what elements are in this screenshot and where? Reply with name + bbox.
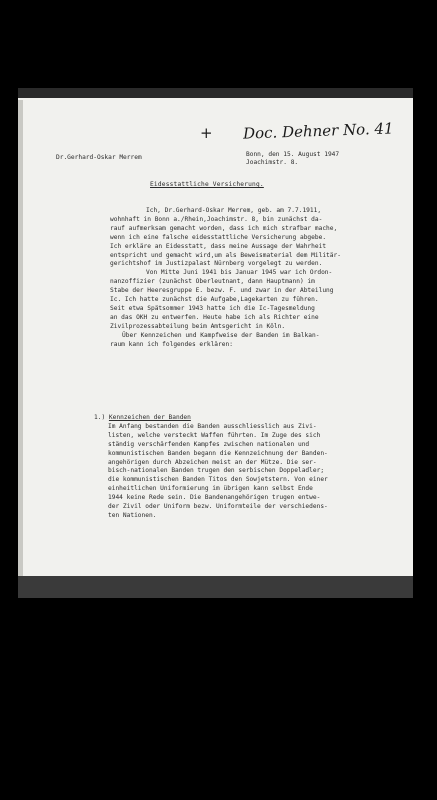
body-line: Zivilprozessabteilung beim Amtsgericht in Köln. <box>110 322 286 330</box>
scan-left-edge <box>18 100 23 576</box>
section-title: Kennzeichen der Banden <box>108 414 191 421</box>
section-line: bisch-nationalen Banden trugen den serbischen Doppeladler; <box>108 467 325 475</box>
handwritten-plus-mark: + <box>200 124 213 142</box>
body-line: Seit etwa Spätsommer 1943 hatte ich die Ic-Tagesmeldung <box>110 304 315 312</box>
section-line: der Zivil oder Uniform bezw. Uniformteile der verschiedens- <box>108 503 328 511</box>
body-line: raum kann ich folgendes erklären: <box>110 340 233 348</box>
body-line: gerichtshof im Justizpalast Nürnberg vorgelegt zu werden. <box>110 260 323 268</box>
declaration-body <box>110 207 410 350</box>
section-number: 1.) <box>94 414 106 421</box>
sender-address: Joachimstr. 8. <box>246 159 299 166</box>
document-title: Eidesstattliche Versicherung. <box>150 181 264 188</box>
section-line: ten Nationen. <box>108 511 157 519</box>
place-and-date: Bonn, den 15. August 1947 <box>246 151 340 158</box>
body-line: Ic. Ich hatte zunächst die Aufgabe,Lagekarten zu führen. <box>110 296 319 304</box>
body-line: Von Mitte Juni 1941 bis Januar 1945 war ich Ordon- <box>146 269 333 277</box>
body-line: an das OKH zu entwerfen. Heute habe ich als Richter eine <box>110 313 319 321</box>
body-line: Ich, Dr.Gerhard-Oskar Merrem, geb. am 7.7.1911, <box>146 207 322 214</box>
section-line: angehörigen durch Abzeichen meist an der Mütze. Die ser- <box>108 458 317 466</box>
body-line: rauf aufmerksam gemacht worden, dass ich mich strafbar mache, <box>110 224 338 232</box>
section-line: Im Anfang bestanden die Banden ausschliesslich aus Zivi- <box>108 422 317 430</box>
section-1 <box>94 414 328 521</box>
body-line: wohnhaft in Bonn a./Rhein,Joachimstr. 8, bin zunächst da- <box>110 215 323 223</box>
body-line: entspricht und gemacht wird,um als Beweismaterial dem Militär- <box>110 251 341 259</box>
section-line: die kommunistischen Banden Titos den Sowjetstern. Von einer <box>108 476 328 484</box>
section-line: ständig verschärfenden Kampfes zwischen nationalen und <box>108 440 310 448</box>
body-line: Stabe der Heeresgruppe E. bezw. F. und zwar in der Abteilung <box>110 287 334 295</box>
scan-bottom-border <box>18 576 413 598</box>
body-line: nanzoffizier (zunächst Oberleutnant, dann Hauptmann) im <box>110 278 315 286</box>
body-line: wenn ich eine falsche eidesstattliche Versicherung abgebe. <box>110 233 327 241</box>
body-line: Ich erkläre an Eidesstatt, dass meine Aussage der Wahrheit <box>110 242 327 250</box>
sender-name: Dr.Gerhard-Oskar Merrem <box>56 154 142 161</box>
section-line: einheitlichen Uniformierung im übrigen kann selbst Ende <box>108 485 313 493</box>
handwritten-document-reference: Doc. Dehner No. 41 <box>242 119 394 143</box>
section-line: kommunistischen Banden begann die Kennzeichnung der Banden- <box>108 449 328 457</box>
section-heading <box>94 414 328 423</box>
section-line: 1944 keine Rede sein. Die Bandenangehörigen trugen entwe- <box>108 494 321 502</box>
section-line: listen, welche versteckt Waffen führten. Im Zuge des sich <box>108 431 321 439</box>
body-line: Über Kennzeichen und Kampfweise der Banden im Balkan- <box>122 331 320 339</box>
